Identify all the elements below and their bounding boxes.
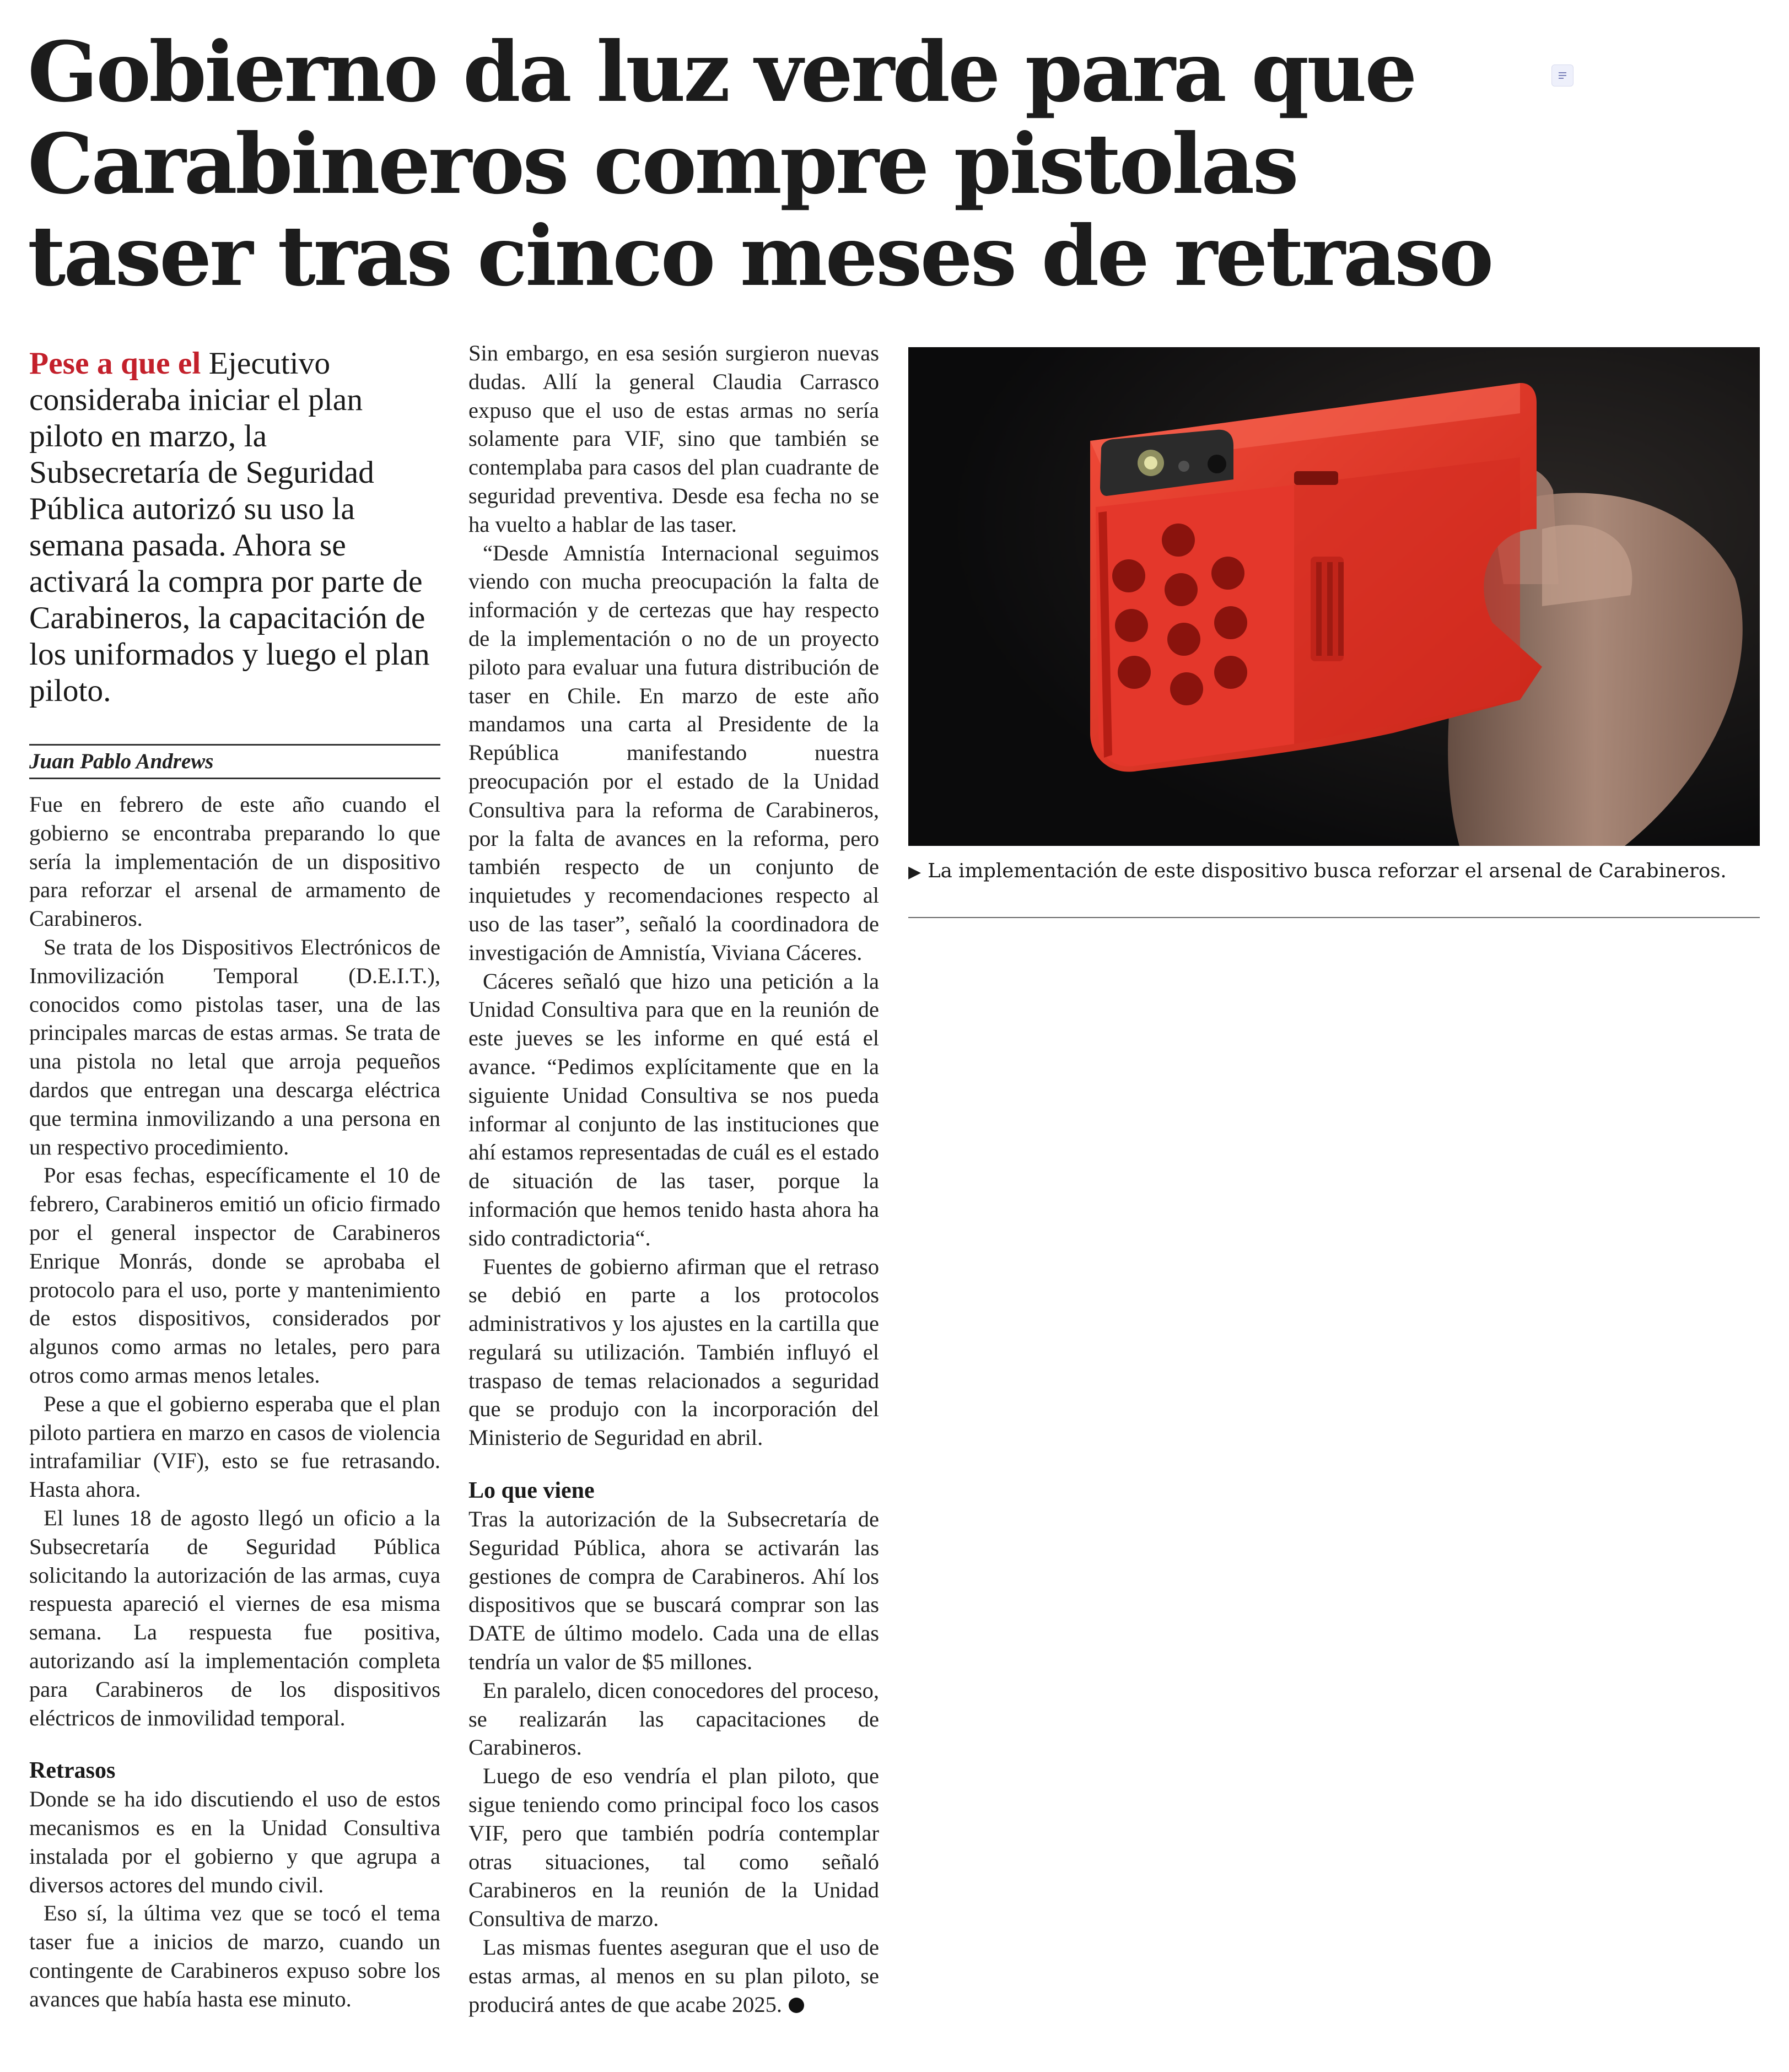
headline-line: taser tras cinco meses de retraso	[28, 208, 1492, 305]
lede	[29, 346, 440, 709]
taser-photo-illustration	[908, 347, 1760, 846]
column-1	[29, 339, 440, 2014]
headline-line: Gobierno da luz verde para que	[28, 24, 1415, 121]
lede-kicker: Pese a que el	[29, 346, 201, 381]
paragraph: Luego de eso vendría el plan piloto, que sigue teniendo como principal foco los casos VIF, pero que también podría contemplar otras situaciones, tal como señaló Carabineros en la reunión de la Unidad Consultiva de marzo.	[468, 1763, 879, 1931]
column-2	[468, 339, 879, 2019]
headline	[28, 24, 1492, 305]
byline: Juan Pablo Andrews	[29, 749, 214, 773]
paragraph: Fue en febrero de este año cuando el gobierno se encontraba preparando lo que sería la implementación de un dispositivo para reforzar el arsenal de armamento de Carabineros.	[29, 792, 440, 931]
paragraph: Cáceres señaló que hizo una petición a la Unidad Consultiva para que en la reunión de este jueves se les informe en qué está el avance. “Pedimos explícitamente que en la siguiente Unidad Consultiva se nos pueda informar al conjunto de las instituciones que ahí estamos representadas de cuál es el estado de situación de las taser, porque la información que hemos tenido hasta ahora ha sido contradictoria“.	[468, 968, 879, 1250]
paragraph-final	[468, 1933, 879, 2019]
photo-caption	[908, 857, 1760, 887]
taser-photo	[908, 347, 1760, 846]
paragraph: Sin embargo, en esa sesión surgieron nuevas dudas. Allí la general Claudia Carrasco expuso que el uso de estas armas no sería solamente para VIF, sino que también se contemplaba para casos del plan cuadrante de seguridad preventiva. Desde esa fecha no se ha vuelto a hablar de las taser.	[468, 341, 879, 537]
paragraph: Pese a que el gobierno esperaba que el plan piloto partiera en marzo en casos de violencia intrafamiliar (VIF), esto se fue retrasando. Hasta ahora.	[29, 1391, 440, 1502]
caption-arrow-icon: ▶	[908, 862, 922, 882]
paragraph: Donde se ha ido discutiendo el uso de estos mecanismos es en la Unidad Consultiva instalada por el gobierno y que agrupa a diversos actores del mundo civil.	[29, 1787, 440, 1897]
paragraph: Eso sí, la última vez que se tocó el tema taser fue a inicios de marzo, cuando un contingente de Carabineros expuso sobre los avances que había hasta ese minuto.	[29, 1901, 440, 2011]
paragraph-final-text: Las mismas fuentes aseguran que el uso de estas armas, al menos en su plan piloto, se producirá antes de que acabe 2025.	[468, 1935, 879, 2017]
subhead-retrasos: Retrasos	[29, 1758, 116, 1784]
paragraph: Por esas fechas, específicamente el 10 de febrero, Carabineros emitió un oficio firmado por el general inspector de Carabineros Enrique Monrás, donde se aprobaba el protocolo para el uso, porte y mantenimiento de estos dispositivos, considerados por algunos como armas no letales, pero para otros como armas menos letales.	[29, 1163, 440, 1388]
note-icon[interactable]	[1551, 64, 1574, 87]
photo-caption-text: La implementación de este dispositivo busca reforzar el arsenal de Carabineros.	[928, 860, 1727, 882]
paragraph: En paralelo, dicen conocedores del proceso, se realizarán las capacitaciones de Carabineros.	[468, 1677, 879, 1760]
subhead-lo-que-viene: Lo que viene	[468, 1478, 595, 1504]
paragraph: Se trata de los Dispositivos Electrónicos de Inmovilización Temporal (D.E.I.T.), conocidos como pistolas taser, una de las principales marcas de estas armas. Se trata de una pistola no letal que arroja pequeños dardos que entregan una descarga eléctrica que termina inmovilizando a una persona en un respectivo procedimiento.	[29, 934, 440, 1159]
paragraph: El lunes 18 de agosto llegó un oficio a la Subsecretaría de Seguridad Pública solicitando la autorización de las armas, cuya respuesta apareció el viernes de esa misma semana. La respuesta fue positiva, autorizando así la implementación completa para Carabineros de los dispositivos eléctricos de inmovilidad temporal.	[29, 1505, 440, 1730]
paragraph: “Desde Amnistía Internacional seguimos viendo con mucha preocupación la falta de información y de certezas que hay respecto de la implementación o no de un proyecto piloto para evaluar una futura distribución de taser en Chile. En marzo de este año mandamos una carta al Presidente de la República manifestando nuestra preocupación por el estado de la Unidad Consultiva para la reforma de Carabineros, por la falta de avances en la reforma, pero también respecto de un conjunto de inquietudes y recomendaciones respecto al uso de las taser”, señaló la coordinadora de investigación de Amnistía, Viviana Cáceres.	[468, 540, 879, 965]
byline-block	[29, 744, 440, 779]
headline-line: Carabineros compre pistolas	[28, 116, 1297, 213]
end-mark-icon	[789, 1998, 804, 2013]
paragraph: Fuentes de gobierno afirman que el retraso se debió en parte a los protocolos administrativos y los ajustes en la cartilla que regulará su utilización. También influyó el traspaso de temas relacionados a seguridad que se produjo con la incorporación del Ministerio de Seguridad en abril.	[468, 1254, 879, 1450]
caption-divider	[908, 917, 1760, 918]
paragraph: Tras la autorización de la Subsecretaría de Seguridad Pública, ahora se activarán las gestiones de compra de Carabineros. Ahí los dispositivos que se buscará comprar son las DATE de último modelo. Cada una de ellas tendría un valor de $5 millones.	[468, 1507, 879, 1675]
lede-text: Ejecutivo consideraba iniciar el plan piloto en marzo, la Subsecretaría de Seguridad Pública autorizó su uso la semana pasada. Ahora se activará la compra por parte de Carabineros, la capacitación de los uniformados y luego el plan piloto.	[29, 346, 430, 708]
